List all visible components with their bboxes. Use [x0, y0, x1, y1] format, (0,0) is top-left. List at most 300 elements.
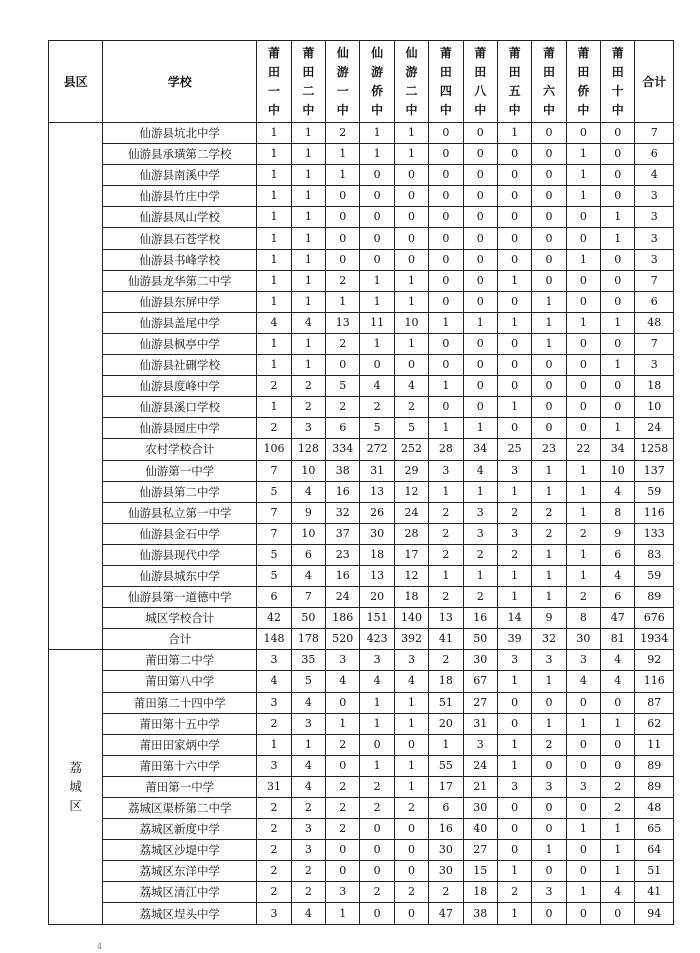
value-cell: 5 [394, 418, 428, 439]
school-cell: 仙游县坑北中学 [103, 123, 257, 144]
value-cell: 30 [429, 861, 463, 882]
value-cell: 2 [497, 544, 531, 565]
table-row [49, 903, 674, 924]
value-cell: 1 [326, 291, 360, 312]
total-cell: 6 [635, 144, 674, 165]
value-cell: 34 [463, 439, 497, 460]
value-cell: 1 [497, 903, 531, 924]
value-cell: 13 [429, 608, 463, 629]
value-cell: 7 [291, 587, 325, 608]
total-cell: 7 [635, 123, 674, 144]
value-cell: 0 [601, 165, 635, 186]
value-cell: 1 [497, 270, 531, 291]
school-cell: 仙游县现代中学 [103, 544, 257, 565]
value-cell: 0 [497, 692, 531, 713]
value-cell: 1 [601, 355, 635, 376]
value-cell: 81 [601, 629, 635, 650]
value-cell: 0 [360, 840, 394, 861]
value-cell: 1 [566, 544, 600, 565]
value-cell: 1 [394, 333, 428, 354]
value-cell: 1 [601, 861, 635, 882]
value-cell: 3 [257, 903, 291, 924]
value-cell: 0 [566, 355, 600, 376]
table-row [49, 376, 674, 397]
value-cell: 1 [429, 481, 463, 502]
value-cell: 1 [532, 481, 566, 502]
value-cell: 51 [429, 692, 463, 713]
value-cell: 0 [601, 903, 635, 924]
value-cell: 1 [257, 333, 291, 354]
value-cell: 5 [257, 481, 291, 502]
value-cell: 1 [532, 544, 566, 565]
column-header: 莆 田 五 中 [497, 41, 531, 123]
value-cell: 2 [601, 798, 635, 819]
school-cell: 合计 [103, 629, 257, 650]
table-row [49, 481, 674, 502]
value-cell: 2 [394, 798, 428, 819]
value-cell: 4 [601, 650, 635, 671]
value-cell: 0 [566, 418, 600, 439]
value-cell: 1 [532, 565, 566, 586]
value-cell: 0 [601, 249, 635, 270]
value-cell: 39 [497, 629, 531, 650]
table-row [49, 270, 674, 291]
value-cell: 18 [360, 544, 394, 565]
school-cell: 仙游县龙华第二中学 [103, 270, 257, 291]
table-row [49, 734, 674, 755]
value-cell: 3 [291, 840, 325, 861]
value-cell: 1 [360, 333, 394, 354]
value-cell: 2 [257, 882, 291, 903]
value-cell: 3 [257, 755, 291, 776]
value-cell: 1 [291, 270, 325, 291]
value-cell: 2 [532, 523, 566, 544]
value-cell: 1 [497, 565, 531, 586]
value-cell: 0 [532, 692, 566, 713]
school-cell: 荔城区东洋中学 [103, 861, 257, 882]
value-cell: 1 [291, 207, 325, 228]
value-cell: 0 [601, 397, 635, 418]
value-cell: 1 [463, 565, 497, 586]
value-cell: 0 [326, 355, 360, 376]
value-cell: 1 [532, 671, 566, 692]
value-cell: 2 [326, 734, 360, 755]
table-row [49, 840, 674, 861]
total-cell: 6 [635, 291, 674, 312]
value-cell: 0 [601, 123, 635, 144]
value-cell: 0 [463, 376, 497, 397]
value-cell: 1 [326, 165, 360, 186]
school-cell: 仙游县第一道德中学 [103, 587, 257, 608]
school-cell: 荔城区沙堤中学 [103, 840, 257, 861]
value-cell: 140 [394, 608, 428, 629]
header-county: 县区 [49, 41, 103, 123]
value-cell: 2 [532, 734, 566, 755]
table-row [49, 207, 674, 228]
value-cell: 0 [360, 186, 394, 207]
value-cell: 0 [497, 798, 531, 819]
value-cell: 2 [326, 798, 360, 819]
value-cell: 0 [566, 840, 600, 861]
value-cell: 1 [394, 692, 428, 713]
value-cell: 23 [532, 439, 566, 460]
value-cell: 31 [360, 460, 394, 481]
value-cell: 25 [497, 439, 531, 460]
total-cell: 83 [635, 544, 674, 565]
value-cell: 3 [326, 882, 360, 903]
value-cell: 252 [394, 439, 428, 460]
value-cell: 41 [429, 629, 463, 650]
value-cell: 1 [601, 207, 635, 228]
table-body [49, 123, 674, 925]
value-cell: 0 [394, 186, 428, 207]
total-cell: 7 [635, 333, 674, 354]
value-cell: 1 [257, 249, 291, 270]
value-cell: 2 [360, 776, 394, 797]
total-cell: 10 [635, 397, 674, 418]
value-cell: 1 [463, 481, 497, 502]
value-cell: 17 [394, 544, 428, 565]
page-number: 4 [97, 942, 103, 951]
value-cell: 0 [601, 692, 635, 713]
value-cell: 4 [291, 755, 325, 776]
table-row [49, 776, 674, 797]
value-cell: 0 [463, 291, 497, 312]
column-header: 莆 田 二 中 [291, 41, 325, 123]
value-cell: 1 [360, 144, 394, 165]
value-cell: 2 [429, 523, 463, 544]
school-cell: 仙游县溪口学校 [103, 397, 257, 418]
value-cell: 1 [257, 291, 291, 312]
value-cell: 0 [497, 165, 531, 186]
school-cell: 仙游县社硎学校 [103, 355, 257, 376]
total-cell: 65 [635, 819, 674, 840]
value-cell: 0 [497, 713, 531, 734]
value-cell: 0 [463, 249, 497, 270]
value-cell: 2 [497, 882, 531, 903]
school-cell: 仙游县园庄中学 [103, 418, 257, 439]
value-cell: 24 [326, 587, 360, 608]
value-cell: 392 [394, 629, 428, 650]
value-cell: 0 [394, 903, 428, 924]
header-total: 合计 [635, 41, 674, 123]
value-cell: 0 [326, 228, 360, 249]
value-cell: 0 [360, 903, 394, 924]
value-cell: 0 [497, 186, 531, 207]
value-cell: 0 [566, 376, 600, 397]
value-cell: 31 [463, 713, 497, 734]
value-cell: 0 [532, 270, 566, 291]
value-cell: 2 [429, 544, 463, 565]
value-cell: 1 [257, 144, 291, 165]
value-cell: 2 [257, 840, 291, 861]
value-cell: 2 [291, 376, 325, 397]
value-cell: 0 [566, 734, 600, 755]
value-cell: 1 [291, 228, 325, 249]
value-cell: 2 [257, 861, 291, 882]
total-cell: 41 [635, 882, 674, 903]
value-cell: 0 [601, 755, 635, 776]
value-cell: 0 [566, 270, 600, 291]
value-cell: 1 [429, 734, 463, 755]
table-row [49, 608, 674, 629]
value-cell: 1 [429, 376, 463, 397]
value-cell: 4 [566, 671, 600, 692]
table-row [49, 291, 674, 312]
value-cell: 6 [429, 798, 463, 819]
value-cell: 1 [601, 819, 635, 840]
value-cell: 1 [601, 418, 635, 439]
value-cell: 35 [291, 650, 325, 671]
value-cell: 4 [291, 903, 325, 924]
total-cell: 133 [635, 523, 674, 544]
value-cell: 28 [429, 439, 463, 460]
value-cell: 6 [326, 418, 360, 439]
value-cell: 2 [394, 882, 428, 903]
value-cell: 0 [326, 249, 360, 270]
table-row [49, 397, 674, 418]
value-cell: 9 [291, 502, 325, 523]
value-cell: 1 [566, 565, 600, 586]
value-cell: 2 [429, 587, 463, 608]
value-cell: 0 [566, 861, 600, 882]
value-cell: 2 [326, 123, 360, 144]
school-cell: 仙游县凤山学校 [103, 207, 257, 228]
value-cell: 1 [566, 882, 600, 903]
total-cell: 64 [635, 840, 674, 861]
value-cell: 2 [463, 544, 497, 565]
value-cell: 4 [463, 460, 497, 481]
school-cell: 仙游县竹庄中学 [103, 186, 257, 207]
value-cell: 28 [394, 523, 428, 544]
value-cell: 3 [291, 418, 325, 439]
table-row [49, 165, 674, 186]
value-cell: 16 [326, 565, 360, 586]
value-cell: 3 [497, 650, 531, 671]
value-cell: 5 [257, 544, 291, 565]
value-cell: 16 [463, 608, 497, 629]
total-cell: 676 [635, 608, 674, 629]
column-header: 仙 游 二 中 [394, 41, 428, 123]
value-cell: 22 [566, 439, 600, 460]
value-cell: 3 [566, 776, 600, 797]
value-cell: 0 [394, 207, 428, 228]
total-cell: 89 [635, 755, 674, 776]
value-cell: 67 [463, 671, 497, 692]
table-row [49, 228, 674, 249]
value-cell: 5 [257, 565, 291, 586]
value-cell: 26 [360, 502, 394, 523]
value-cell: 0 [532, 186, 566, 207]
value-cell: 0 [497, 333, 531, 354]
value-cell: 423 [360, 629, 394, 650]
value-cell: 7 [257, 523, 291, 544]
table-row [49, 819, 674, 840]
value-cell: 1 [360, 755, 394, 776]
value-cell: 0 [601, 376, 635, 397]
value-cell: 0 [497, 144, 531, 165]
value-cell: 1 [360, 270, 394, 291]
table-row [49, 587, 674, 608]
value-cell: 3 [463, 502, 497, 523]
value-cell: 1 [394, 755, 428, 776]
value-cell: 1 [257, 123, 291, 144]
value-cell: 1 [291, 249, 325, 270]
value-cell: 4 [291, 481, 325, 502]
value-cell: 0 [532, 376, 566, 397]
value-cell: 0 [601, 186, 635, 207]
school-cell: 莆田第二十四中学 [103, 692, 257, 713]
value-cell: 1 [497, 123, 531, 144]
value-cell: 2 [429, 502, 463, 523]
total-cell: 92 [635, 650, 674, 671]
value-cell: 4 [291, 776, 325, 797]
value-cell: 2 [257, 713, 291, 734]
value-cell: 3 [429, 460, 463, 481]
value-cell: 5 [291, 671, 325, 692]
value-cell: 3 [497, 776, 531, 797]
value-cell: 0 [566, 228, 600, 249]
table-row [49, 713, 674, 734]
column-header: 莆 田 八 中 [463, 41, 497, 123]
value-cell: 0 [497, 207, 531, 228]
value-cell: 0 [497, 291, 531, 312]
value-cell: 2 [360, 882, 394, 903]
value-cell: 1 [429, 418, 463, 439]
value-cell: 0 [532, 798, 566, 819]
value-cell: 13 [360, 565, 394, 586]
value-cell: 1 [532, 713, 566, 734]
total-cell: 87 [635, 692, 674, 713]
table-row [49, 861, 674, 882]
school-cell: 仙游县承璜第二学校 [103, 144, 257, 165]
value-cell: 3 [257, 692, 291, 713]
value-cell: 2 [291, 397, 325, 418]
column-header: 莆 田 六 中 [532, 41, 566, 123]
value-cell: 2 [291, 882, 325, 903]
value-cell: 0 [394, 861, 428, 882]
value-cell: 1 [601, 228, 635, 249]
value-cell: 7 [257, 460, 291, 481]
value-cell: 0 [497, 228, 531, 249]
school-cell: 荔城区埕头中学 [103, 903, 257, 924]
value-cell: 0 [394, 734, 428, 755]
value-cell: 0 [566, 397, 600, 418]
value-cell: 4 [291, 312, 325, 333]
value-cell: 1 [566, 713, 600, 734]
value-cell: 30 [429, 840, 463, 861]
value-cell: 0 [566, 333, 600, 354]
value-cell: 1 [601, 840, 635, 861]
table-row [49, 186, 674, 207]
value-cell: 10 [601, 460, 635, 481]
value-cell: 0 [532, 123, 566, 144]
table-row [49, 144, 674, 165]
value-cell: 1 [566, 186, 600, 207]
value-cell: 38 [326, 460, 360, 481]
school-cell: 荔城区新度中学 [103, 819, 257, 840]
value-cell: 0 [463, 333, 497, 354]
value-cell: 1 [326, 144, 360, 165]
value-cell: 55 [429, 755, 463, 776]
value-cell: 0 [394, 840, 428, 861]
value-cell: 151 [360, 608, 394, 629]
value-cell: 4 [601, 481, 635, 502]
header-school: 学校 [103, 41, 257, 123]
value-cell: 334 [326, 439, 360, 460]
column-header: 莆 田 四 中 [429, 41, 463, 123]
value-cell: 1 [291, 186, 325, 207]
table-row [49, 882, 674, 903]
value-cell: 1 [532, 333, 566, 354]
value-cell: 1 [497, 671, 531, 692]
value-cell: 106 [257, 439, 291, 460]
value-cell: 32 [326, 502, 360, 523]
value-cell: 0 [394, 249, 428, 270]
school-cell: 农村学校合计 [103, 439, 257, 460]
value-cell: 1 [532, 312, 566, 333]
total-cell: 59 [635, 481, 674, 502]
value-cell: 1 [291, 123, 325, 144]
value-cell: 20 [360, 587, 394, 608]
value-cell: 0 [601, 734, 635, 755]
value-cell: 3 [291, 713, 325, 734]
value-cell: 3 [532, 650, 566, 671]
value-cell: 0 [429, 397, 463, 418]
value-cell: 40 [463, 819, 497, 840]
value-cell: 1 [532, 460, 566, 481]
value-cell: 0 [326, 755, 360, 776]
value-cell: 0 [360, 355, 394, 376]
value-cell: 13 [326, 312, 360, 333]
school-cell: 仙游第一中学 [103, 460, 257, 481]
value-cell: 0 [497, 249, 531, 270]
value-cell: 30 [566, 629, 600, 650]
value-cell: 15 [463, 861, 497, 882]
value-cell: 0 [497, 355, 531, 376]
value-cell: 272 [360, 439, 394, 460]
table-row [49, 650, 674, 671]
value-cell: 0 [532, 903, 566, 924]
value-cell: 0 [566, 692, 600, 713]
total-cell: 7 [635, 270, 674, 291]
value-cell: 1 [360, 291, 394, 312]
school-cell: 仙游县东屏中学 [103, 291, 257, 312]
value-cell: 0 [463, 207, 497, 228]
value-cell: 1 [429, 312, 463, 333]
value-cell: 2 [566, 587, 600, 608]
value-cell: 4 [601, 671, 635, 692]
total-cell: 116 [635, 502, 674, 523]
value-cell: 2 [429, 882, 463, 903]
value-cell: 0 [566, 123, 600, 144]
school-cell: 仙游县金石中学 [103, 523, 257, 544]
value-cell: 4 [257, 671, 291, 692]
value-cell: 1 [257, 228, 291, 249]
value-cell: 16 [326, 481, 360, 502]
total-cell: 18 [635, 376, 674, 397]
school-cell: 仙游县盖尾中学 [103, 312, 257, 333]
value-cell: 2 [326, 776, 360, 797]
table-row [49, 692, 674, 713]
value-cell: 2 [497, 502, 531, 523]
school-cell: 仙游县石苍学校 [103, 228, 257, 249]
value-cell: 9 [532, 608, 566, 629]
value-cell: 6 [257, 587, 291, 608]
value-cell: 0 [463, 186, 497, 207]
school-cell: 仙游县南溪中学 [103, 165, 257, 186]
value-cell: 0 [601, 270, 635, 291]
